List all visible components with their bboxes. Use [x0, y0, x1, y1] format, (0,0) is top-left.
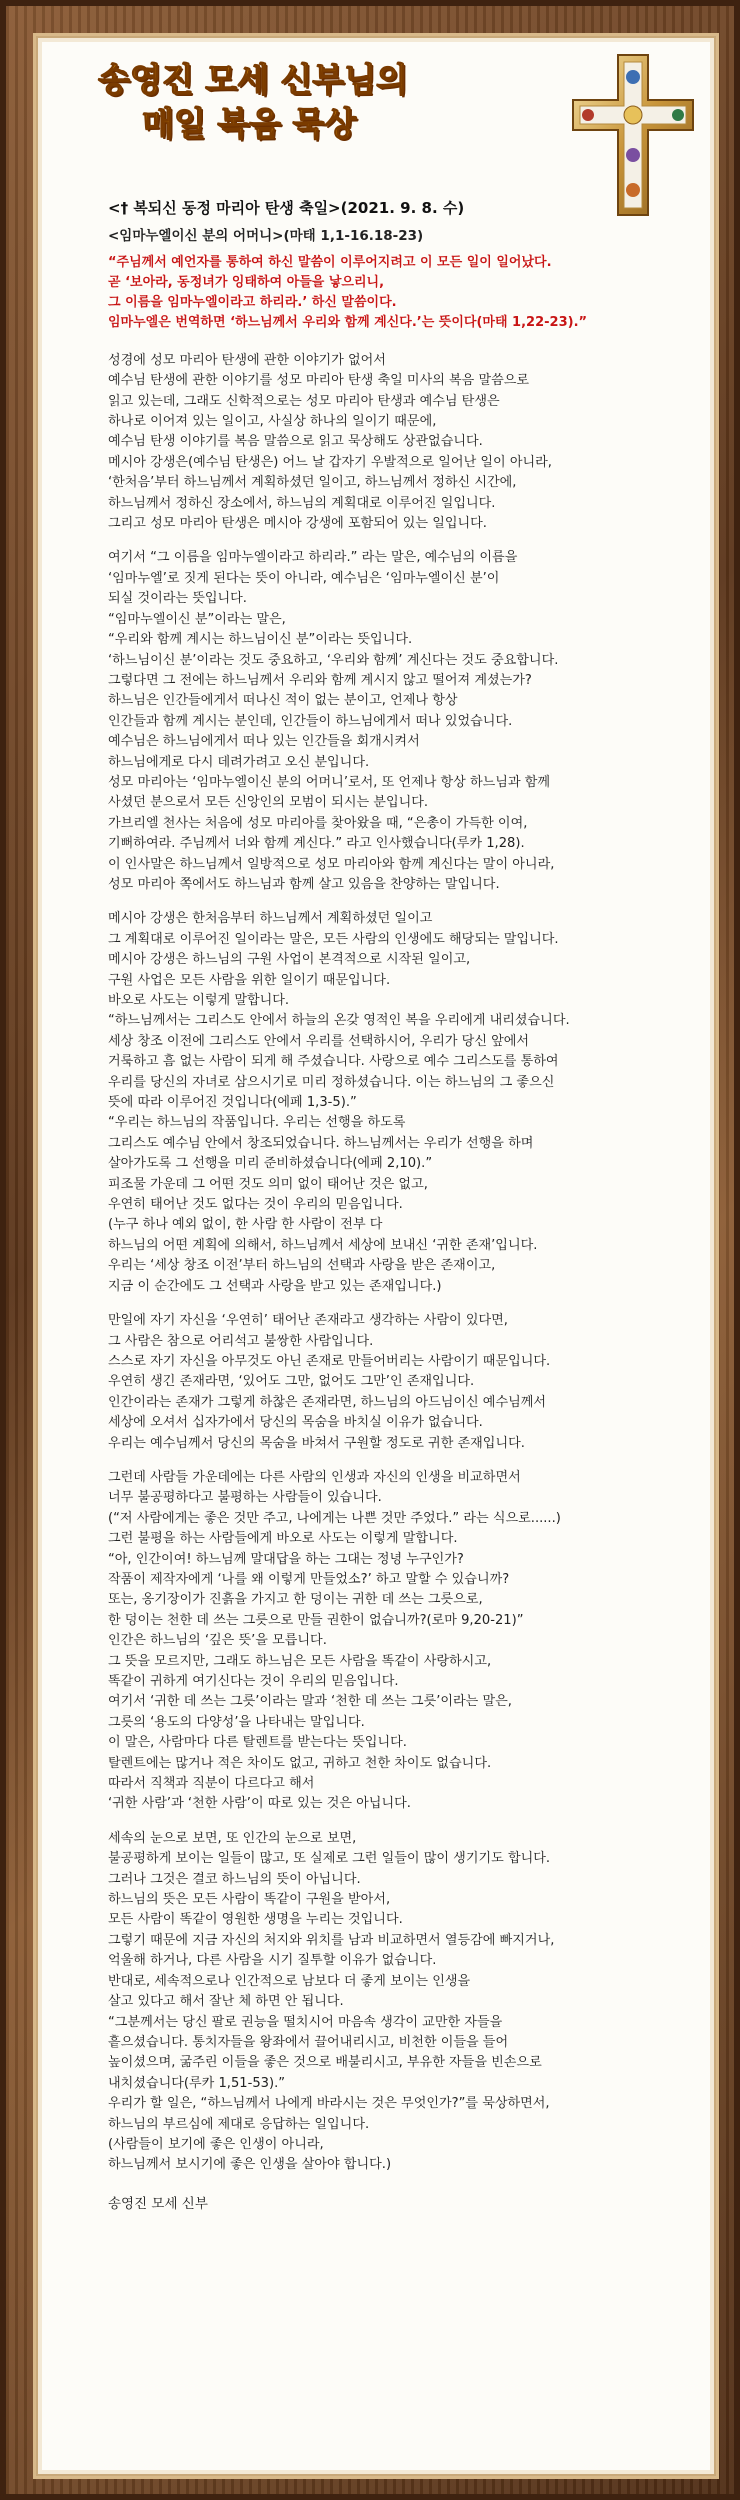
quote-line: 곧 ‘보아라, 동정녀가 잉태하여 아들을 낳으리니,: [108, 274, 385, 290]
paragraph-line: 그런데 사람들 가운데에는 다른 사람의 인생과 자신의 인생을 비교하면서: [108, 1469, 521, 1485]
paragraph-line: “아, 인간이여! 하느님께 말대답을 하는 그대는 정녕 누구인가?: [108, 1551, 464, 1567]
paragraph-line: 이 인사말은 하느님께서 일방적으로 성모 마리아와 함께 계신다는 말이 아니라,: [108, 856, 555, 872]
paragraph-line: 그러나 그것은 결코 하느님의 뜻이 아닙니다.: [108, 1871, 361, 1887]
paragraph-line: 성모 마리아는 ‘임마누엘이신 분의 어머니’로서, 또 언제나 항상 하느님과 함께: [108, 774, 551, 790]
paragraph-line: “임마누엘이신 분”이라는 말은,: [108, 611, 286, 627]
paragraph-line: 기뻐하여라. 주님께서 너와 함께 계신다.” 라고 인사했습니다(루카 1,28).: [108, 836, 525, 852]
paragraph-line: 읽고 있는데, 그래도 신학적으로는 성모 마리아 탄생과 예수님 탄생은: [108, 393, 500, 409]
page-title: [98, 58, 408, 146]
paragraph-line: 반대로, 세속적으로나 인간적으로 남보다 더 좋게 보이는 인생을: [108, 1973, 471, 1989]
body-paragraphs: [108, 351, 708, 2176]
paragraph-line: 또는, 옹기장이가 진흙을 가지고 한 덩이는 귀한 데 쓰는 그릇으로,: [108, 1592, 483, 1608]
paragraph-line: 따라서 직책과 직분이 다르다고 해서: [108, 1776, 315, 1792]
gospel-quote: [108, 253, 708, 333]
paragraph-line: 거룩하고 흠 없는 사람이 되게 해 주셨습니다. 사랑으로 예수 그리스도를 통하여: [108, 1054, 559, 1070]
paragraph-line: 한 덩이는 천한 데 쓰는 그릇으로 만들 권한이 없습니까?(로마 9,20-21)”: [108, 1612, 524, 1628]
paragraph-line: 인간이라는 존재가 그렇게 하찮은 존재라면, 하느님의 아드님이신 예수님께서: [108, 1394, 547, 1410]
paragraph-line: 우리는 예수님께서 당신의 목숨을 바쳐서 구원할 정도로 귀한 존재입니다.: [108, 1435, 525, 1451]
paragraph-line: 그 뜻을 모르지만, 그래도 하느님은 모든 사람을 똑같이 사랑하시고,: [108, 1653, 492, 1669]
paragraph-line: 그릇의 ‘용도의 다양성’을 나타내는 말입니다.: [108, 1714, 365, 1730]
paragraph-line: 높이셨으며, 굶주린 이들을 좋은 것으로 배불리시고, 부유한 자들을 빈손으로: [108, 2055, 542, 2071]
paragraph-line: 여기서 “그 이름을 임마누엘이라고 하리라.” 라는 말은, 예수님의 이름을: [108, 550, 518, 566]
paragraph-line: 살고 있다고 해서 잘난 체 하면 안 됩니다.: [108, 1994, 344, 2010]
paragraph-line: 그리고 성모 마리아 탄생은 메시아 강생에 포함되어 있는 일입니다.: [108, 516, 487, 532]
paragraph-line: 하느님의 어떤 계획에 의해서, 하느님께서 세상에 보내신 ‘귀한 존재’입니다.: [108, 1237, 538, 1253]
paragraph-line: 예수님 탄생 이야기를 복음 말씀으로 읽고 묵상해도 상관없습니다.: [108, 434, 483, 450]
paragraph-line: 메시아 강생은 한처음부터 하느님께서 계획하셨던 일이고: [108, 911, 433, 927]
paragraph-line: 하나로 이어져 있는 일이고, 사실상 하나의 일이기 때문에,: [108, 414, 437, 430]
quote-line: 임마누엘은 번역하면 ‘하느님께서 우리와 함께 계신다.’는 뜻이다(마태 1,22-23).”: [108, 314, 588, 330]
paragraph-line: (누구 하나 예외 없이, 한 사람 한 사람이 전부 다: [108, 1217, 383, 1233]
paragraph-line: 그렇다면 그 전에는 하느님께서 우리와 함께 계시지 않고 떨어져 계셨는가?: [108, 672, 532, 688]
paragraph-line: 예수님 탄생에 관한 이야기를 성모 마리아 탄생 축일 미사의 복음 말씀으로: [108, 373, 530, 389]
paragraph: [108, 351, 708, 535]
title-line-1: 송영진 모세 신부님의: [98, 60, 408, 99]
signature: 송영진 모세 신부: [108, 2195, 208, 2212]
paragraph-line: 지금 이 순간에도 그 선택과 사랑을 받고 있는 존재입니다.): [108, 1278, 442, 1294]
paragraph-line: 성모 마리아 쪽에서도 하느님과 함께 살고 있음을 찬양하는 말입니다.: [108, 876, 500, 892]
paragraph: [108, 1468, 708, 1815]
paragraph-line: 우리는 ‘세상 창조 이전’부터 하느님의 선택과 사랑을 받은 존재이고,: [108, 1258, 496, 1274]
paragraph-line: 작품이 제작자에게 ‘나를 왜 이렇게 만들었소?’ 하고 말할 수 있습니까?: [108, 1571, 510, 1587]
paragraph-line: 하느님은 인간들에게서 떠나신 적이 없는 분이고, 언제나 항상: [108, 693, 458, 709]
paragraph-line: 인간은 하느님의 ‘깊은 뜻’을 모릅니다.: [108, 1633, 327, 1649]
paragraph-line: 사셨던 분으로서 모든 신앙인의 모범이 되시는 분입니다.: [108, 795, 429, 811]
paragraph-line: 우연히 태어난 것도 없다는 것이 우리의 믿음입니다.: [108, 1197, 403, 1213]
paragraph-line: 메시아 강생은 하느님의 구원 사업이 본격적으로 시작된 일이고,: [108, 952, 471, 968]
paragraph-line: ‘임마누엘’로 짓게 된다는 뜻이 아니라, 예수님은 ‘임마누엘이신 분’이: [108, 570, 500, 586]
paragraph-line: 억울해 하거나, 다른 사람을 시기 질투할 이유가 없습니다.: [108, 1953, 437, 1969]
paragraph-line: 구원 사업은 모든 사람을 위한 일이기 때문입니다.: [108, 972, 391, 988]
paragraph-line: 세상에 오셔서 십자가에서 당신의 목숨을 바치실 이유가 없습니다.: [108, 1415, 483, 1431]
paragraph-line: 뜻에 따라 이루어진 것입니다(에페 1,3-5).”: [108, 1095, 357, 1111]
paragraph-line: 스스로 자기 자신을 아무것도 아닌 존재로 만들어버리는 사람이기 때문입니다.: [108, 1353, 551, 1369]
paragraph-line: (“저 사람에게는 좋은 것만 주고, 나에게는 나쁜 것만 주었다.” 라는 식으로......): [108, 1510, 561, 1526]
paragraph-line: 우연히 생긴 존재라면, ‘있어도 그만, 없어도 그만’인 존재입니다.: [108, 1374, 475, 1390]
paragraph-line: 모든 사람이 똑같이 영원한 생명을 누리는 것입니다.: [108, 1912, 403, 1928]
paragraph-line: (사람들이 보기에 좋은 인생이 아니라,: [108, 2136, 324, 2152]
paragraph-line: 피조물 가운데 그 어떤 것도 의미 없이 태어난 것은 없고,: [108, 1176, 428, 1192]
paragraph-line: 되실 것이라는 뜻입니다.: [108, 591, 247, 607]
paragraph-line: 살아가도록 그 선행을 미리 준비하셨습니다(에페 2,10).”: [108, 1156, 433, 1172]
paragraph: [108, 548, 708, 895]
page-paper: [36, 36, 716, 2476]
paragraph-line: 그 사람은 참으로 어리석고 불쌍한 사람입니다.: [108, 1333, 374, 1349]
paragraph-line: 만일에 자기 자신을 ‘우연히’ 태어난 존재라고 생각하는 사람이 있다면,: [108, 1313, 508, 1329]
paragraph-line: 가브리엘 천사는 처음에 성모 마리아를 찾아왔을 때, “은총이 가득한 이여,: [108, 815, 528, 831]
paragraph-line: ‘하느님이신 분’이라는 것도 중요하고, ‘우리와 함께’ 계신다는 것도 중요합니다.: [108, 652, 559, 668]
paragraph-line: 하느님에게로 다시 데려가려고 오신 분입니다.: [108, 754, 370, 770]
paragraph-line: ‘한처음’부터 하느님께서 계획하셨던 일이고, 하느님께서 정하신 시간에,: [108, 475, 517, 491]
ornate-cross-icon: [558, 50, 708, 220]
meditation-content: [108, 198, 708, 2214]
paragraph-line: 하느님께서 정하신 장소에서, 하느님의 계획대로 이루어진 일입니다.: [108, 495, 496, 511]
paragraph-line: 예수님은 하느님에게서 떠나 있는 인간들을 회개시켜서: [108, 734, 420, 750]
paragraph-line: 메시아 강생은(예수님 탄생은) 어느 날 갑자기 우발적으로 일어난 일이 아니라,: [108, 454, 552, 470]
paragraph-line: 그리스도 예수님 안에서 창조되었습니다. 하느님께서는 우리가 선행을 하며: [108, 1135, 534, 1151]
paragraph: [108, 1829, 708, 2176]
paragraph-line: “우리는 하느님의 작품입니다. 우리는 선행을 하도록: [108, 1115, 406, 1131]
paragraph-line: 똑같이 귀하게 여기신다는 것이 우리의 믿음입니다.: [108, 1674, 399, 1689]
paragraph-line: 불공평하게 보이는 일들이 많고, 또 실제로 그런 일들이 많이 생기기도 합니다.: [108, 1851, 551, 1867]
paragraph-line: 우리를 당신의 자녀로 삼으시기로 미리 정하셨습니다. 이는 하느님의 그 좋으신: [108, 1074, 555, 1090]
paragraph-line: “하느님께서는 그리스도 안에서 하늘의 온갖 영적인 복을 우리에게 내리셨습니다.: [108, 1013, 570, 1029]
paragraph-line: 성경에 성모 마리아 탄생에 관한 이야기가 없어서: [108, 352, 386, 368]
paragraph-line: 너무 불공평하다고 불평하는 사람들이 있습니다.: [108, 1490, 382, 1506]
paragraph-line: 하느님의 부르심에 제대로 응답하는 일입니다.: [108, 2116, 370, 2132]
paragraph-line: 세속의 눈으로 보면, 또 인간의 눈으로 보면,: [108, 1830, 357, 1846]
paragraph-line: 우리가 할 일은, “하느님께서 나에게 바라시는 것은 무엇인가?”를 묵상하면서,: [108, 2096, 550, 2112]
paragraph-line: 바오로 사도는 이렇게 말합니다.: [108, 993, 290, 1008]
paragraph-line: ‘귀한 사람’과 ‘천한 사람’이 따로 있는 것은 아닙니다.: [108, 1796, 411, 1812]
paragraph: [108, 909, 708, 1297]
paragraph-line: 하느님께서 보시기에 좋은 인생을 살아야 합니다.): [108, 2157, 392, 2173]
paragraph-line: 탈렌트에는 많거나 적은 차이도 없고, 귀하고 천한 차이도 없습니다.: [108, 1755, 492, 1771]
quote-line: 그 이름을 임마누엘이라고 하리라.’ 하신 말씀이다.: [108, 294, 397, 310]
paragraph-line: “그분께서는 당신 팔로 권능을 떨치시어 마음속 생각이 교만한 자들을: [108, 2014, 503, 2030]
paragraph-line: 하느님의 뜻은 모든 사람이 똑같이 구원을 받아서,: [108, 1892, 391, 1908]
paragraph-line: 흩으셨습니다. 통치자들을 왕좌에서 끌어내리시고, 비천한 이들을 들어: [108, 2034, 509, 2050]
feast-heading: <† 복되신 동정 마리아 탄생 축일>(2021. 9. 8. 수): [108, 199, 465, 217]
title-line-2: 매일 복음 묵상: [142, 104, 357, 143]
gospel-reference: <임마누엘이신 분의 어머니>(마태 1,1-16.18-23): [108, 228, 424, 245]
paragraph-line: 여기서 ‘귀한 데 쓰는 그릇’이라는 말과 ‘천한 데 쓰는 그릇’이라는 말은,: [108, 1694, 512, 1710]
paragraph-line: 세상 창조 이전에 그리스도 안에서 우리를 선택하시어, 우리가 당신 앞에서: [108, 1033, 530, 1049]
quote-line: “주님께서 예언자를 통하여 하신 말씀이 이루어지려고 이 모든 일이 일어났다.: [108, 254, 552, 270]
paragraph-line: 인간들과 함께 계시는 분인데, 인간들이 하느님에게서 떠나 있었습니다.: [108, 713, 513, 729]
paragraph-line: 그렇기 때문에 지금 자신의 처지와 위치를 남과 비교하면서 열등감에 빠지거나,: [108, 1932, 555, 1948]
paragraph-line: 그런 불평을 하는 사람들에게 바오로 사도는 이렇게 말합니다.: [108, 1531, 458, 1547]
paragraph-line: 이 말은, 사람마다 다른 탈렌트를 받는다는 뜻입니다.: [108, 1735, 407, 1751]
paragraph-line: “우리와 함께 계시는 하느님이신 분”이라는 뜻입니다.: [108, 632, 413, 648]
paragraph: [108, 1311, 708, 1454]
paragraph-line: 그 계획대로 이루어진 일이라는 말은, 모든 사람의 인생에도 해당되는 말입니다.: [108, 931, 559, 947]
paragraph-line: 내치셨습니다(루카 1,51-53).”: [108, 2075, 286, 2091]
